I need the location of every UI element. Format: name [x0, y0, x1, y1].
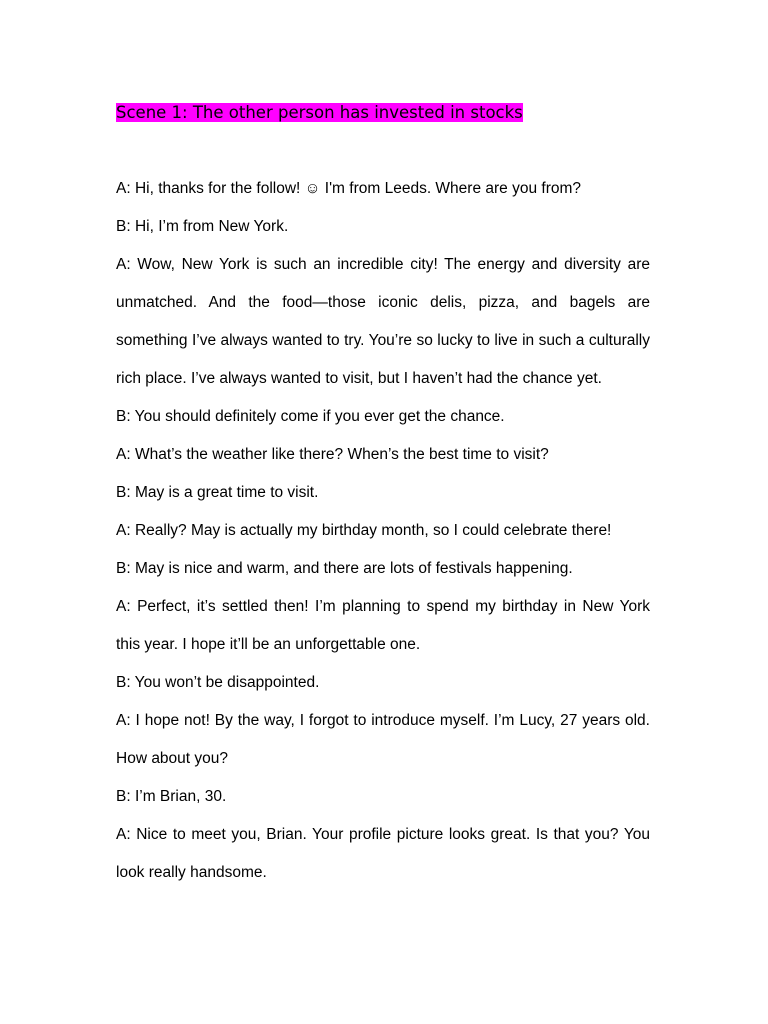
- dialogue-line: A: Perfect, it’s settled then! I’m planning to spend my birthday in New York this year. I hope it’ll be an unforgettable one.: [116, 598, 650, 653]
- dialogue-line: B: Hi, I’m from New York.: [116, 218, 289, 235]
- dialogue-line: A: I hope not! By the way, I forgot to introduce myself. I’m Lucy, 27 years old. How about you?: [116, 712, 650, 767]
- dialogue-line: A: What’s the weather like there? When’s the best time to visit?: [116, 446, 549, 463]
- dialogue-line: B: May is nice and warm, and there are lots of festivals happening.: [116, 560, 573, 577]
- scene-heading: [116, 101, 523, 125]
- dialogue-line: B: I’m Brian, 30.: [116, 788, 227, 805]
- scene-heading-highlight: Scene 1: The other person has invested in stocks: [116, 103, 523, 122]
- dialogue-line: B: You won’t be disappointed.: [116, 674, 320, 691]
- dialogue-body: [116, 170, 650, 892]
- dialogue-line: A: Hi, thanks for the follow! ☺ I'm from Leeds. Where are you from?: [116, 180, 582, 197]
- dialogue-line: A: Nice to meet you, Brian. Your profile picture looks great. Is that you? You look really handsome.: [116, 826, 650, 881]
- dialogue-line: B: May is a great time to visit.: [116, 484, 319, 501]
- dialogue-line: A: Wow, New York is such an incredible city! The energy and diversity are unmatched. And the food—those iconic delis, pizza, and bagels are something I’ve always wanted to try. You’re so lucky to live in such a culturally rich place. I’ve always wanted to visit, but I haven’t had the chance yet.: [116, 256, 650, 387]
- dialogue-line: B: You should definitely come if you ever get the chance.: [116, 408, 505, 425]
- dialogue-line: A: Really? May is actually my birthday month, so I could celebrate there!: [116, 522, 612, 539]
